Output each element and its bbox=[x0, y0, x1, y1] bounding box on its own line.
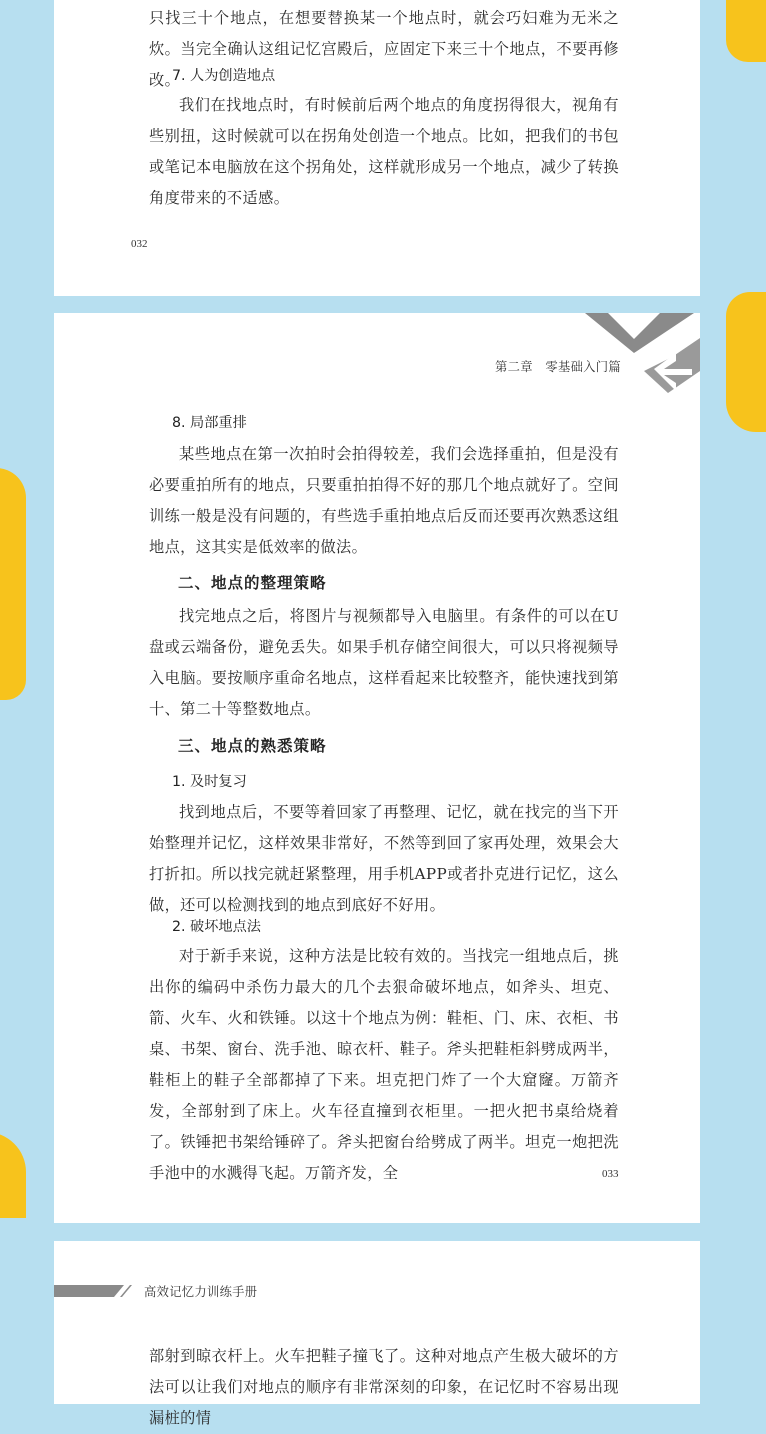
page-number: 033 bbox=[602, 1168, 619, 1180]
book-page-032 bbox=[54, 0, 700, 296]
subheading-review: 1. 及时复习 bbox=[172, 774, 247, 790]
paragraph-destroy-method: 对于新手来说，这种方法是比较有效的。当找完一组地点后，挑出你的编码中杀伤力最大的几个去狠命破坏地点，如斧头、坦克、箭、火车、火和铁锤。以这十个地点为例：鞋柜、门、床、衣柜、书桌、书架、窗台、洗手池、晾衣杆、鞋子。斧头把鞋柜斜劈成两半，鞋柜上的鞋子全部都掉了下来。坦克把门炸了一个大窟窿。万箭齐发，全部射到了床上。火车径直撞到衣柜里。一把火把书桌给烧着了。铁锤把书架给锤碎了。斧头把窗台给劈成了两半。坦克一炮把洗手池中的水溅得飞起。万箭齐发，全 bbox=[149, 947, 619, 1182]
book-page-033 bbox=[54, 313, 700, 1223]
chapter-header: 第二章 零基础入门篇 bbox=[495, 360, 621, 374]
section-2-paragraph: 找完地点之后，将图片与视频都导入电脑里。有条件的可以在U盘或云端备份，避免丢失。如果手机存储空间很大，可以只将视频导入电脑。要按顺序重命名地点，这样看起来比较整齐，能快速找到第十、第二十等整数地点。 bbox=[149, 607, 619, 718]
page-number: 032 bbox=[131, 238, 148, 250]
header-stripe-decoration-icon bbox=[54, 1285, 132, 1299]
paragraph-8: 某些地点在第一次拍时会拍得较差，我们会选择重拍，但是没有必要重拍所有的地点，只要重拍拍得不好的那几个地点就好了。空间训练一般是没有问题的，有些选手重拍地点后反而还要再次熟悉这组地点，这其实是低效率的做法。 bbox=[149, 445, 619, 556]
section-title-3: 三、地点的熟悉策略 bbox=[178, 737, 327, 755]
yellow-blob-top-right bbox=[726, 0, 766, 62]
book-page-034 bbox=[54, 1241, 700, 1427]
yellow-blob-left-bottom bbox=[0, 1132, 26, 1218]
subheading-8: 8. 局部重排 bbox=[172, 415, 247, 431]
paragraph-continued: 部射到晾衣杆上。火车把鞋子撞飞了。这种对地点产生极大破坏的方法可以让我们对地点的顺序有非常深刻的印象，在记忆时不容易出现漏桩的情 bbox=[149, 1347, 619, 1427]
yellow-blob-left-middle bbox=[0, 468, 26, 700]
yellow-blob-right-middle bbox=[726, 292, 766, 432]
book-title-header: 高效记忆力训练手册 bbox=[144, 1285, 258, 1299]
section-title-2: 二、地点的整理策略 bbox=[178, 574, 327, 592]
paragraph-7: 我们在找地点时，有时候前后两个地点的角度拐得很大，视角有些别扭，这时候就可以在拐角处创造一个地点。比如，把我们的书包或笔记本电脑放在这个拐角处，这样就形成另一个地点，减少了转换角度带来的不适感。 bbox=[149, 96, 619, 207]
paragraph-review: 找到地点后，不要等着回家了再整理、记忆，就在找完的当下开始整理并记忆，这样效果非常好，不然等到回了家再处理，效果会大打折扣。所以找完就赶紧整理，用手机APP或者扑克进行记忆，这么做，还可以检测找到的地点到底好不好用。 bbox=[149, 803, 619, 914]
subheading-7: 7. 人为创造地点 bbox=[172, 68, 276, 84]
paragraph-continued: 只找三十个地点，在想要替换某一个地点时，就会巧妇难为无米之炊。当完全确认这组记忆宫殿后，应固定下来三十个地点，不要再修改。 bbox=[149, 9, 619, 89]
subheading-destroy-method: 2. 破坏地点法 bbox=[172, 919, 261, 935]
